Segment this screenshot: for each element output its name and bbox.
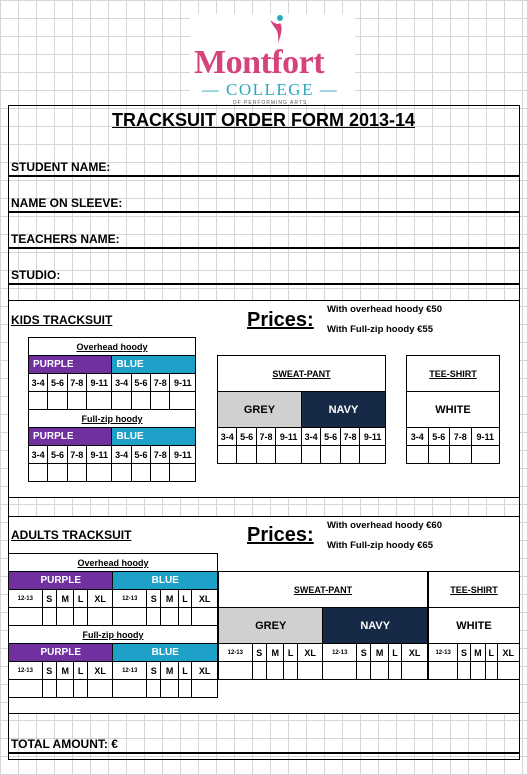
qty-cell[interactable] — [9, 680, 43, 698]
adults-teeshirt-title: TEE-SHIRT — [429, 572, 520, 608]
qty-cell[interactable] — [170, 464, 196, 482]
qty-cell[interactable] — [29, 464, 48, 482]
kids-teeshirt-title: TEE-SHIRT — [407, 356, 500, 392]
studio-line[interactable] — [8, 283, 520, 285]
qty-cell[interactable] — [87, 608, 113, 626]
size-label: S — [42, 590, 56, 608]
student-name-line[interactable] — [8, 175, 520, 177]
qty-cell[interactable] — [485, 662, 497, 680]
qty-cell[interactable] — [87, 680, 113, 698]
qty-cell[interactable] — [301, 446, 320, 464]
size-label: XL — [192, 590, 218, 608]
logo-wordmark: Montfort — [194, 44, 325, 81]
qty-cell[interactable] — [297, 662, 323, 680]
qty-cell[interactable] — [388, 662, 401, 680]
size-label: XL — [192, 662, 218, 680]
kids-overhead-table — [28, 337, 196, 410]
qty-cell[interactable] — [497, 662, 519, 680]
size-label: M — [56, 662, 73, 680]
qty-cell[interactable] — [340, 446, 359, 464]
form-title: TRACKSUIT ORDER FORM 2013-14 — [111, 110, 416, 130]
adults-grey-label: GREY — [219, 608, 323, 644]
qty-cell[interactable] — [74, 680, 87, 698]
logo-college: — COLLEGE — — [201, 80, 339, 99]
size-label: 7-8 — [151, 446, 170, 464]
qty-cell[interactable] — [357, 662, 371, 680]
kids-fullzip-blue: BLUE — [112, 428, 196, 446]
size-label: 7-8 — [67, 374, 86, 392]
kids-sweatpant-title: SWEAT-PANT — [218, 356, 386, 392]
qty-cell[interactable] — [161, 680, 178, 698]
qty-cell[interactable] — [266, 662, 283, 680]
kids-price-overhead: With overhead hoody €50 — [327, 304, 442, 315]
college-logo — [190, 14, 355, 104]
size-label: 12-13 — [323, 644, 357, 662]
qty-cell[interactable] — [67, 464, 86, 482]
kids-white-label: WHITE — [407, 392, 500, 428]
size-label: S — [147, 590, 161, 608]
qty-cell[interactable] — [48, 464, 67, 482]
qty-cell[interactable] — [276, 446, 302, 464]
qty-cell[interactable] — [371, 662, 388, 680]
size-label: L — [485, 644, 497, 662]
size-label: XL — [297, 644, 323, 662]
kids-grey-label: GREY — [218, 392, 302, 428]
size-label: 12-13 — [9, 590, 43, 608]
total-amount-label: TOTAL AMOUNT: € — [11, 737, 118, 751]
size-label: XL — [87, 662, 113, 680]
size-label: M — [470, 644, 485, 662]
kids-fullzip-table — [28, 409, 196, 482]
qty-cell[interactable] — [237, 446, 256, 464]
qty-cell[interactable] — [67, 392, 86, 410]
adults-section-title: ADULTS TRACKSUIT — [11, 528, 132, 542]
size-label: 3-4 — [301, 428, 320, 446]
qty-cell[interactable] — [29, 392, 48, 410]
size-label: 9-11 — [170, 446, 196, 464]
qty-cell[interactable] — [113, 608, 147, 626]
size-label: 5-6 — [321, 428, 340, 446]
teacher-name-label: TEACHERS NAME: — [11, 232, 120, 246]
qty-cell[interactable] — [471, 446, 499, 464]
sleeve-name-label: NAME ON SLEEVE: — [11, 196, 123, 210]
kids-sweatpant-table — [217, 355, 386, 464]
qty-cell[interactable] — [112, 392, 131, 410]
qty-cell[interactable] — [252, 662, 266, 680]
size-label: 9-11 — [86, 374, 112, 392]
qty-cell[interactable] — [112, 464, 131, 482]
qty-cell[interactable] — [86, 392, 112, 410]
size-label: L — [178, 590, 191, 608]
size-label: XL — [497, 644, 519, 662]
adults-fullzip-table — [8, 625, 218, 698]
size-label: 3-4 — [218, 428, 237, 446]
size-label: L — [74, 662, 87, 680]
adults-sweatpant-title: SWEAT-PANT — [219, 572, 428, 608]
total-amount-line[interactable] — [8, 752, 520, 754]
qty-cell[interactable] — [74, 608, 87, 626]
qty-cell[interactable] — [42, 680, 56, 698]
size-label: L — [178, 662, 191, 680]
size-label: 12-13 — [429, 644, 458, 662]
size-label: 12-13 — [113, 590, 147, 608]
qty-cell[interactable] — [9, 608, 43, 626]
size-label: XL — [87, 590, 113, 608]
size-label: S — [147, 662, 161, 680]
qty-cell[interactable] — [428, 446, 450, 464]
kids-section-title: KIDS TRACKSUIT — [11, 313, 113, 327]
sleeve-name-line[interactable] — [8, 211, 520, 213]
qty-cell[interactable] — [48, 392, 67, 410]
qty-cell[interactable] — [170, 392, 196, 410]
size-label: 5-6 — [131, 446, 150, 464]
qty-cell[interactable] — [429, 662, 458, 680]
qty-cell[interactable] — [113, 680, 147, 698]
qty-cell[interactable] — [147, 680, 161, 698]
size-label: 9-11 — [170, 374, 196, 392]
kids-price-fullzip: With Full-zip hoody €55 — [327, 324, 433, 335]
qty-cell[interactable] — [56, 680, 73, 698]
adults-price-overhead: With overhead hoody €60 — [327, 520, 442, 531]
qty-cell[interactable] — [218, 446, 237, 464]
adults-overhead-blue: BLUE — [113, 572, 218, 590]
size-label: S — [42, 662, 56, 680]
size-label: 12-13 — [219, 644, 253, 662]
size-label: M — [266, 644, 283, 662]
size-label: S — [357, 644, 371, 662]
qty-cell[interactable] — [131, 464, 150, 482]
size-label: 9-11 — [276, 428, 302, 446]
size-label: 7-8 — [450, 428, 472, 446]
qty-cell[interactable] — [56, 608, 73, 626]
adults-overhead-table — [8, 553, 218, 626]
qty-cell[interactable] — [147, 608, 161, 626]
adults-teeshirt-table — [428, 571, 520, 680]
qty-cell[interactable] — [42, 608, 56, 626]
kids-navy-label: NAVY — [301, 392, 385, 428]
adults-navy-label: NAVY — [323, 608, 428, 644]
qty-cell[interactable] — [450, 446, 472, 464]
kids-prices-label: Prices: — [247, 309, 314, 331]
qty-cell[interactable] — [161, 608, 178, 626]
size-label: 5-6 — [48, 374, 67, 392]
studio-label: STUDIO: — [11, 268, 61, 282]
size-label: M — [161, 590, 178, 608]
size-label: M — [161, 662, 178, 680]
adults-prices-label: Prices: — [247, 524, 314, 546]
size-label: 3-4 — [112, 446, 131, 464]
adults-fullzip-blue: BLUE — [113, 644, 218, 662]
size-label: 5-6 — [131, 374, 150, 392]
size-label: L — [74, 590, 87, 608]
adults-sweatpant-table — [218, 571, 428, 680]
size-label: 9-11 — [471, 428, 499, 446]
size-label: L — [284, 644, 297, 662]
size-label: S — [252, 644, 266, 662]
qty-cell[interactable] — [256, 446, 275, 464]
size-label: XL — [402, 644, 428, 662]
size-label: 9-11 — [360, 428, 386, 446]
adults-fullzip-title: Full-zip hoody — [9, 626, 218, 644]
size-label: 5-6 — [48, 446, 67, 464]
qty-cell[interactable] — [192, 680, 218, 698]
size-label: 12-13 — [9, 662, 43, 680]
qty-cell[interactable] — [192, 608, 218, 626]
kids-overhead-title: Overhead hoody — [29, 338, 196, 356]
adults-overhead-purple: PURPLE — [9, 572, 113, 590]
size-label: 5-6 — [237, 428, 256, 446]
qty-cell[interactable] — [470, 662, 485, 680]
qty-cell[interactable] — [178, 680, 191, 698]
adults-fullzip-purple: PURPLE — [9, 644, 113, 662]
size-label: M — [56, 590, 73, 608]
qty-cell[interactable] — [178, 608, 191, 626]
size-label: 7-8 — [67, 446, 86, 464]
size-label: 5-6 — [428, 428, 450, 446]
qty-cell[interactable] — [131, 392, 150, 410]
student-name-label: STUDENT NAME: — [11, 160, 111, 174]
size-label: L — [388, 644, 401, 662]
adults-overhead-title: Overhead hoody — [9, 554, 218, 572]
teacher-name-line[interactable] — [8, 247, 520, 249]
adults-price-fullzip: With Full-zip hoody €65 — [327, 540, 433, 551]
qty-cell[interactable] — [360, 446, 386, 464]
size-label: S — [458, 644, 471, 662]
size-label: M — [371, 644, 388, 662]
qty-cell[interactable] — [151, 392, 170, 410]
kids-overhead-purple: PURPLE — [29, 356, 112, 374]
kids-overhead-blue: BLUE — [112, 356, 196, 374]
size-label: 7-8 — [340, 428, 359, 446]
size-label: 3-4 — [112, 374, 131, 392]
qty-cell[interactable] — [321, 446, 340, 464]
adults-white-label: WHITE — [429, 608, 520, 644]
kids-teeshirt-table — [406, 355, 500, 464]
dancer-figure-icon — [266, 14, 290, 44]
qty-cell[interactable] — [86, 464, 112, 482]
qty-cell[interactable] — [284, 662, 297, 680]
qty-cell[interactable] — [151, 464, 170, 482]
size-label: 9-11 — [86, 446, 112, 464]
size-label: 3-4 — [29, 374, 48, 392]
kids-fullzip-purple: PURPLE — [29, 428, 112, 446]
size-label: 3-4 — [29, 446, 48, 464]
qty-cell[interactable] — [323, 662, 357, 680]
size-label: 7-8 — [256, 428, 275, 446]
qty-cell[interactable] — [219, 662, 253, 680]
kids-fullzip-title: Full-zip hoody — [29, 410, 196, 428]
qty-cell[interactable] — [458, 662, 471, 680]
size-label: 12-13 — [113, 662, 147, 680]
qty-cell[interactable] — [407, 446, 429, 464]
size-label: 3-4 — [407, 428, 429, 446]
size-label: 7-8 — [151, 374, 170, 392]
logo-tagline: OF PERFORMING ARTS — [232, 100, 308, 106]
qty-cell[interactable] — [402, 662, 428, 680]
